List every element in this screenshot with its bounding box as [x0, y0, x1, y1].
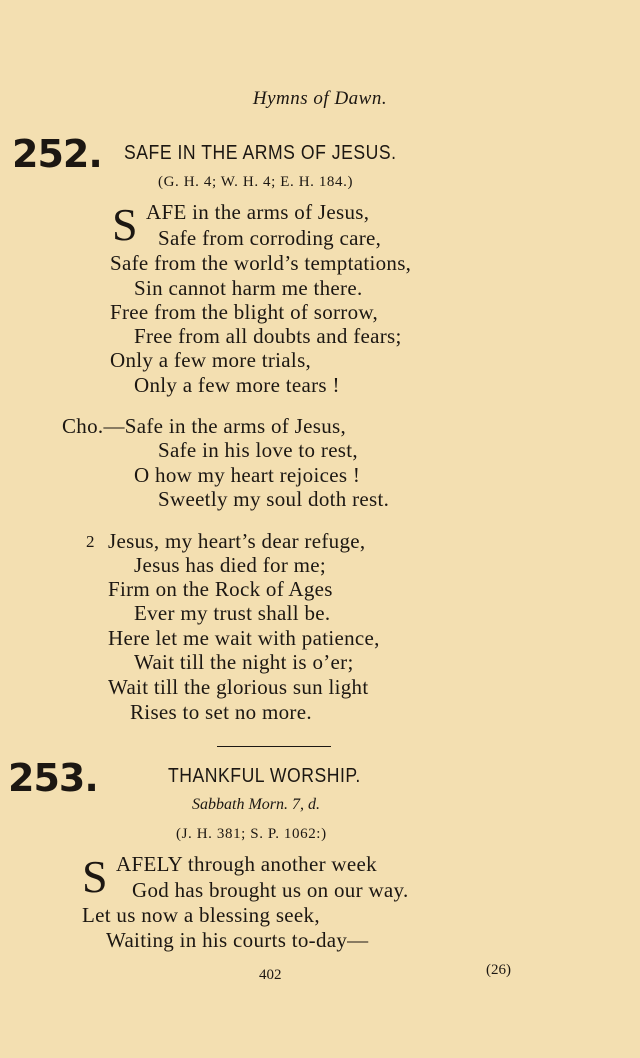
verse-line: Jesus, my heart’s dear refuge,	[108, 529, 366, 553]
verse-line: Ever my trust shall be.	[134, 601, 331, 625]
verse-line: Safe from the world’s temptations,	[110, 251, 412, 275]
chorus-line: O how my heart rejoices !	[134, 463, 361, 487]
verse-line: God has brought us on our way.	[132, 878, 409, 902]
verse-line: Rises to set no more.	[130, 700, 312, 724]
chorus-line: Sweetly my soul doth rest.	[158, 487, 390, 511]
verse-line: Firm on the Rock of Ages	[108, 577, 333, 601]
hymn-title: THANKFUL WORSHIP.	[168, 765, 361, 787]
verse-line: Wait till the night is o’er;	[134, 650, 354, 674]
verse-line: Wait till the glorious sun light	[108, 675, 369, 699]
hymn-number: 253.	[8, 756, 98, 800]
tune-name: Sabbath Morn. 7, d.	[192, 796, 320, 813]
running-head: Hymns of Dawn.	[252, 88, 388, 109]
chorus-line	[62, 414, 346, 439]
verse-line: Only a few more tears !	[134, 373, 340, 397]
verse-line: AFE in the arms of Jesus,	[146, 200, 370, 224]
chorus-text: Safe in the arms of Jesus,	[124, 414, 347, 438]
page-number: 402	[259, 967, 282, 983]
chorus-line: Safe in his love to rest,	[158, 438, 358, 462]
chorus-label: Cho.—	[62, 414, 125, 438]
verse-line: Waiting in his courts to-day—	[106, 928, 369, 952]
hymn-reference: (J. H. 381; S. P. 1062:)	[176, 826, 327, 842]
drop-cap: S	[112, 199, 138, 250]
verse-line: Free from the blight of sorrow,	[110, 300, 379, 324]
verse-line: Only a few more trials,	[110, 348, 312, 372]
verse-line: Sin cannot harm me there.	[134, 276, 363, 300]
verse-line: Free from all doubts and fears;	[134, 324, 402, 348]
hymn-number: 252.	[12, 132, 102, 176]
hymn-reference: (G. H. 4; W. H. 4; E. H. 184.)	[158, 174, 354, 190]
signature-mark: (26)	[486, 962, 511, 978]
verse-line: Jesus has died for me;	[134, 553, 327, 577]
verse-number: 2	[86, 532, 95, 551]
verse-line: Here let me wait with patience,	[108, 626, 380, 650]
section-divider	[217, 746, 331, 747]
verse-line: Safe from corroding care,	[158, 226, 382, 250]
drop-cap: S	[82, 851, 108, 902]
verse-line: AFELY through another week	[116, 852, 377, 876]
hymn-title: SAFE IN THE ARMS OF JESUS.	[124, 142, 397, 164]
verse-line: Let us now a blessing seek,	[82, 903, 320, 927]
